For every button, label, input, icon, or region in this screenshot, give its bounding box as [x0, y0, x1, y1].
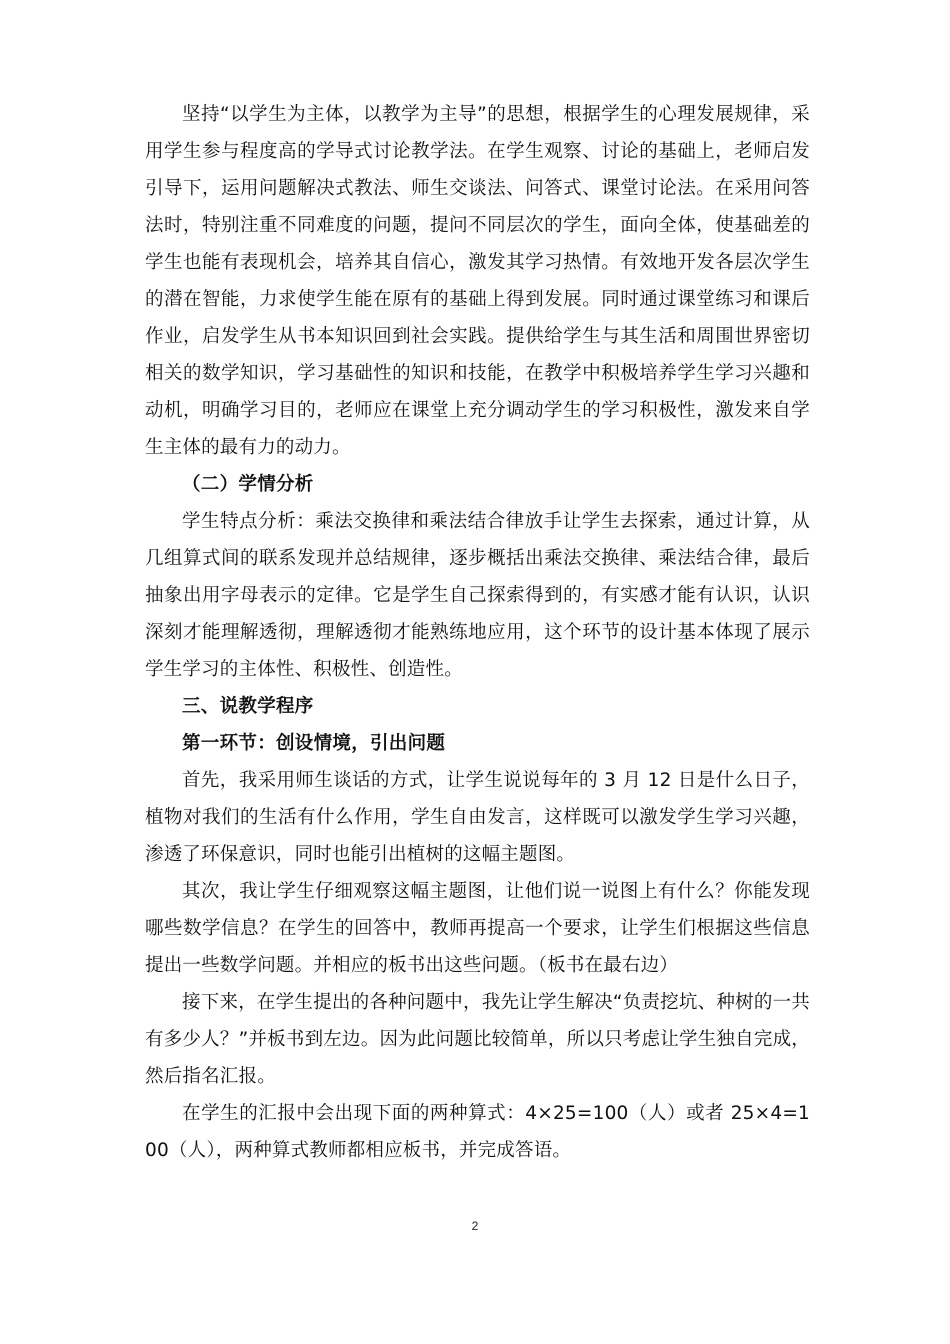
heading-teaching-procedure: 三、说教学程序: [182, 696, 314, 717]
paragraph-student-features: 学生特点分析：乘法交换律和乘法结合律放手让学生去探索，通过计算，从几组算式间的联系发现并总结规律，逐步概括出乘法交换律、乘法结合律，最后抽象出用字母表示的定律。它是学生自己探索得到的，有实感才能有认识，认识深刻才能理解透彻，理解透彻才能熟练地应用，这个环节的设计基本体现了展示学生学习的主体性、积极性、创造性。: [145, 511, 810, 680]
paragraph-first: 首先，我采用师生谈话的方式，让学生说说每年的 3 月 12 日是什么日子，植物对我们的生活有什么作用，学生自由发言，这样既可以激发学生学习兴趣，渗透了环保意识，同时也能引出植树的这幅主题图。: [145, 770, 810, 865]
paragraph-next: 接下来，在学生提出的各种问题中，我先让学生解决“负责挖坑、种树的一共有多少人？”并板书到左边。因为此问题比较简单，所以只考虑让学生独自完成，然后指名汇报。: [145, 992, 810, 1087]
paragraph-teaching-method: 坚持“以学生为主体，以教学为主导”的思想，根据学生的心理发展规律，采用学生参与程度高的学导式讨论教学法。在学生观察、讨论的基础上，老师启发引导下，运用问题解决式教法、师生交谈法、问答式、课堂讨论法。在采用问答法时，特别注重不同难度的问题，提问不同层次的学生，面向全体，使基础差的学生也能有表现机会，培养其自信心，激发其学习热情。有效地开发各层次学生的潜在智能，力求使学生能在原有的基础上得到发展。同时通过课堂练习和课后作业，启发学生从书本知识回到社会实践。提供给学生与其生活和周围世界密切相关的数学知识，学习基础性的知识和技能，在教学中积极培养学生学习兴趣和动机，明确学习目的，老师应在课堂上充分调动学生的学习积极性，激发来自学生主体的最有力的动力。: [145, 104, 810, 458]
heading-student-analysis: （二）学情分析: [182, 474, 314, 495]
page-number: 2: [471, 1219, 479, 1233]
page-body: [145, 96, 810, 1169]
heading-first-stage: 第一环节：创设情境，引出问题: [182, 733, 446, 754]
paragraph-second: 其次，我让学生仔细观察这幅主题图，让他们说一说图上有什么？你能发现哪些数学信息？在学生的回答中，教师再提高一个要求，让学生们根据这些信息提出一些数学问题。并相应的板书出这些问题。（板书在最右边）: [145, 881, 810, 976]
paragraph-report: 在学生的汇报中会出现下面的两种算式：4×25=100（人）或者 25×4=100（人），两种算式教师都相应板书，并完成答语。: [145, 1103, 810, 1161]
